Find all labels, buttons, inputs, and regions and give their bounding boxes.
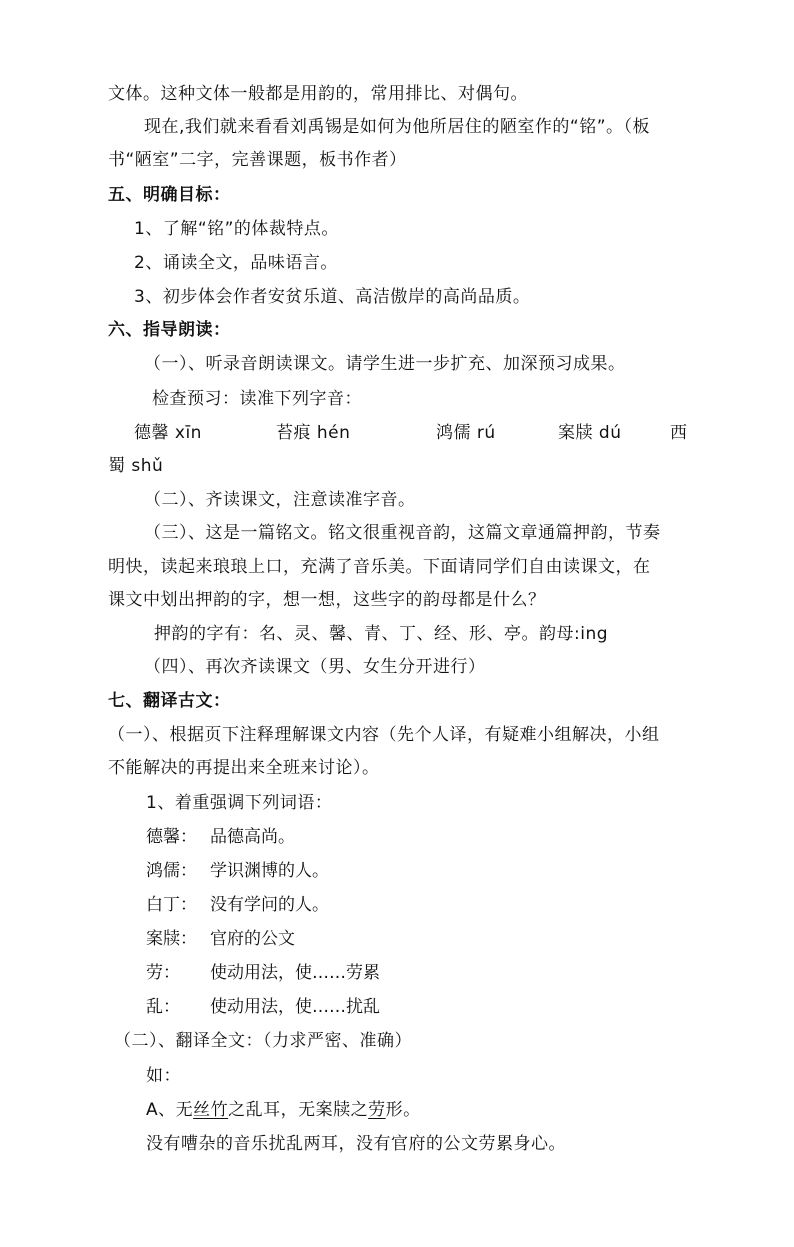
- pronunciation-6: 蜀 shǔ: [108, 456, 164, 476]
- section-5-heading: 五、明确目标：: [108, 185, 231, 205]
- goal-item-1: 1、了解“铭”的体裁特点。: [134, 219, 339, 239]
- term-label: 案牍：: [146, 929, 197, 949]
- example-a: [146, 1100, 421, 1120]
- reading-step-3-line-2: 明快，读起来琅琅上口，充满了音乐美。下面请同学们自由读课文，在: [108, 557, 651, 577]
- pronunciation-3: 鸿儒 rú: [436, 423, 496, 443]
- term-label: 德馨：: [146, 827, 197, 847]
- translation-step-1-line-2: 不能解决的再提出来全班来讨论）。: [108, 758, 380, 778]
- section-6-heading: 六、指导朗读：: [108, 320, 231, 340]
- intro-line-1: 文体。这种文体一般都是用韵的，常用排比、对偶句。: [108, 84, 528, 104]
- intro-line-2: 现在,我们就来看看刘禹锡是如何为他所居住的陋室作的“铭”。（板: [144, 117, 651, 137]
- reading-step-3-line-3: 课文中划出押韵的字，想一想，这些字的韵母都是什么？: [108, 590, 546, 610]
- rhyme-words: 押韵的字有：名、灵、馨、青、丁、经、形、亭。韵母:ing: [154, 624, 609, 644]
- pronunciation-5: 西: [670, 423, 688, 443]
- term-definition: 官府的公文: [210, 929, 295, 949]
- reading-step-4: （四）、再次齐读课文（男、女生分开进行）: [144, 657, 486, 677]
- pronunciation-1: 德馨 xīn: [134, 423, 202, 443]
- intro-line-3: 书“陋室”二字，完善课题，板书作者）: [108, 150, 407, 170]
- goal-item-3: 3、初步体会作者安贫乐道、高洁傲岸的高尚品质。: [134, 287, 531, 307]
- translation-step-1-line-1: （一）、根据页下注释理解课文内容（先个人译，有疑难小组解决，小组: [108, 725, 660, 745]
- term-label: 劳：: [146, 963, 180, 983]
- translation-step-2: （二）、翻译全文：（力求严密、准确）: [114, 1031, 412, 1051]
- pronunciation-4: 案牍 dú: [558, 423, 622, 443]
- example-a-underlined-1: 丝竹: [193, 1100, 229, 1120]
- key-terms-intro: 1、着重强调下列词语：: [146, 793, 333, 813]
- term-label: 乱：: [146, 997, 180, 1017]
- example-a-translation: 没有嘈杂的音乐扰乱两耳，没有官府的公文劳累身心。: [146, 1134, 566, 1154]
- term-definition: 没有学问的人。: [210, 895, 329, 915]
- term-label: 白丁：: [146, 895, 197, 915]
- term-definition: 使动用法，使……扰乱: [210, 997, 380, 1017]
- example-a-underlined-2: 劳: [368, 1100, 386, 1120]
- preview-check: 检查预习：读准下列字音：: [152, 389, 362, 409]
- pronunciation-2: 苔痕 hén: [276, 423, 351, 443]
- reading-step-2: （二）、齐读课文，注意读准字音。: [144, 490, 416, 510]
- example-a-end: 形。: [385, 1100, 421, 1120]
- term-label: 鸿儒：: [146, 861, 197, 881]
- reading-step-3-line-1: （三）、这是一篇铭文。铭文很重视音韵，这篇文章通篇押韵，节奏: [144, 523, 661, 543]
- term-definition: 学识渊博的人。: [210, 861, 329, 881]
- reading-step-1: （一）、听录音朗读课文。请学生进一步扩充、加深预习成果。: [144, 354, 626, 374]
- example-intro: 如：: [146, 1066, 181, 1086]
- section-7-heading: 七、翻译古文：: [108, 691, 231, 711]
- example-a-prefix: A、无: [146, 1100, 194, 1120]
- term-definition: 品德高尚。: [210, 827, 295, 847]
- term-definition: 使动用法，使……劳累: [210, 963, 380, 983]
- example-a-middle: 之乱耳，无案牍之: [228, 1100, 369, 1120]
- goal-item-2: 2、诵读全文，品味语言。: [134, 253, 338, 273]
